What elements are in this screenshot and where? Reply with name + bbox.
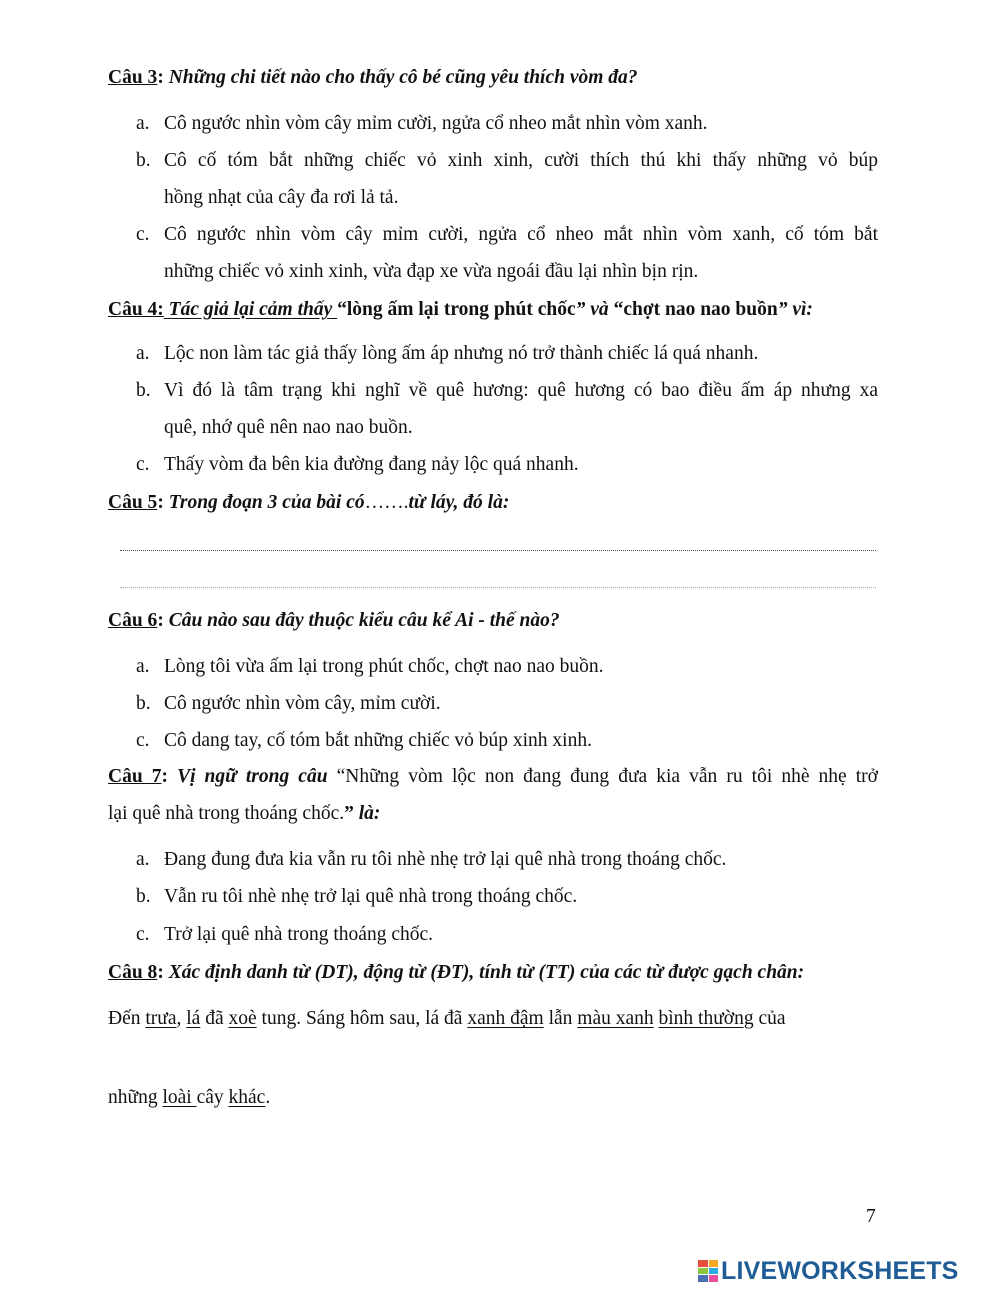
question-colon: :: [157, 492, 169, 513]
sentence-text: của: [753, 1008, 786, 1029]
option-text: Trở lại quê nhà trong thoáng chốc.: [164, 924, 434, 945]
option-text: Vì đó là tâm trạng khi nghĩ về quê hương: quê hương có bao điều ấm áp nhưng xa: [164, 380, 878, 401]
question-colon: :: [157, 67, 169, 88]
option-4b: [136, 379, 164, 403]
question-colon: :: [157, 610, 169, 631]
answer-line-1[interactable]: [120, 550, 876, 551]
question-colon: :: [157, 962, 169, 983]
option-4c: [136, 453, 579, 477]
question-number: Câu 7: [108, 766, 162, 787]
question-prompt: Câu nào sau đây thuộc kiểu câu kể Ai - thế nào?: [168, 610, 560, 631]
logo-square: [709, 1268, 719, 1275]
question-8-heading: [108, 961, 804, 985]
option-letter: c.: [136, 730, 150, 751]
question-number: Câu 3: [108, 67, 158, 88]
brand-name: LIVEWORKSHEETS: [721, 1256, 959, 1285]
question-prompt-part: từ láy, đó là:: [408, 492, 510, 513]
logo-square: [698, 1275, 708, 1282]
option-3c-line-2: những chiếc vỏ xinh xinh, vừa đạp xe vừa ngoái đầu lại nhìn bịn rịn.: [164, 261, 699, 282]
question-number: Câu 5: [108, 492, 158, 513]
option-4b-line-2: quê, nhớ quê nên nao nao buồn.: [164, 417, 413, 438]
option-text: Đang đung đưa kia vẫn ru tôi nhè nhẹ trở lại quê nhà trong thoáng chốc.: [164, 849, 727, 870]
logo-square: [709, 1260, 719, 1267]
question-prompt: Những chi tiết nào cho thấy cô bé cũng yêu thích vòm đa?: [168, 67, 638, 88]
option-letter: b.: [136, 380, 151, 401]
option-3c: [136, 223, 164, 247]
question-number: Câu 8: [108, 962, 158, 983]
question-prompt: Xác định danh từ (DT), động từ (ĐT), tính từ (TT) của các từ được gạch chân:: [168, 962, 805, 983]
sentence-text: cây: [196, 1087, 229, 1108]
underlined-word: lá: [186, 1008, 201, 1029]
option-letter: c.: [136, 924, 150, 945]
question-number: Câu 4:: [108, 299, 164, 320]
option-text: Thấy vòm đa bên kia đường đang nảy lộc quá nhanh.: [164, 454, 579, 475]
option-text: Vẫn ru tôi nhè nhẹ trở lại quê nhà trong thoáng chốc.: [164, 886, 578, 907]
option-letter: b.: [136, 886, 151, 907]
option-6b: [136, 692, 441, 716]
option-letter: b.: [136, 150, 151, 171]
option-3a: [136, 112, 708, 136]
sentence-line-2: [108, 1086, 270, 1110]
question-quote: lại quê nhà trong thoáng chốc.: [108, 803, 345, 824]
logo-square: [709, 1275, 719, 1282]
blank-dots: …….: [364, 492, 409, 513]
option-7b: [136, 885, 577, 909]
logo-square: [698, 1268, 708, 1275]
option-7c: [136, 923, 433, 947]
question-number: Câu 6: [108, 610, 158, 631]
question-prompt-part: ” vì:: [777, 299, 813, 320]
option-text: Cô ngước nhìn vòm cây mỉm cười, ngửa cổ nheo mắt nhìn vòm xanh, cố tóm bắt: [164, 224, 878, 245]
question-7-line-1: [108, 765, 878, 789]
option-4b-line-1: [164, 379, 878, 403]
sentence-text: lẫn: [543, 1008, 578, 1029]
option-6a: [136, 655, 604, 679]
option-4a: [136, 342, 758, 366]
question-quote: “chợt nao nao buồn: [613, 299, 778, 320]
option-letter: c.: [136, 454, 150, 475]
question-4-heading: [108, 298, 813, 322]
question-5-heading: [108, 491, 509, 515]
option-letter: a.: [136, 849, 150, 870]
option-letter: b.: [136, 693, 151, 714]
option-letter: a.: [136, 113, 150, 134]
option-3b: [136, 149, 164, 173]
option-text: Cô ngước nhìn vòm cây, mỉm cười.: [164, 693, 441, 714]
option-letter: a.: [136, 656, 150, 677]
question-7-heading: [108, 765, 878, 789]
option-3c-line-1: [164, 223, 878, 247]
question-3-heading: [108, 66, 638, 90]
underlined-word: trưa: [145, 1008, 177, 1029]
underlined-word: xanh đậm: [467, 1008, 544, 1029]
question-colon: :: [161, 766, 178, 787]
underlined-word: xoè: [228, 1008, 257, 1029]
question-prompt-part: Vị ngữ trong câu: [177, 766, 328, 787]
sentence-text: đã: [200, 1008, 229, 1029]
page-number: 7: [866, 1206, 876, 1227]
logo-square: [698, 1260, 708, 1267]
option-letter: c.: [136, 224, 150, 245]
question-7-line-2: [108, 802, 380, 826]
underlined-word: bình thường: [658, 1008, 754, 1029]
underlined-word: màu xanh: [577, 1008, 654, 1029]
sentence-text: tung. Sáng hôm sau, lá đã: [256, 1008, 468, 1029]
option-letter: a.: [136, 343, 150, 364]
option-text: Cô cố tóm bắt những chiếc vỏ xinh xinh, cười thích thú khi thấy những vỏ búp: [164, 150, 878, 171]
sentence-text: những: [108, 1087, 163, 1108]
underlined-word: khác: [228, 1087, 266, 1108]
question-quote: “Những vòm lộc non đang đung đưa kia vẫn ru tôi nhè nhẹ trở: [327, 766, 878, 787]
question-6-heading: [108, 609, 560, 633]
answer-line-2[interactable]: [120, 587, 876, 588]
option-7a: [136, 848, 726, 872]
question-prompt-part: ” và: [575, 299, 614, 320]
option-text: Cô ngước nhìn vòm cây mỉm cười, ngửa cổ nheo mắt nhìn vòm xanh.: [164, 113, 708, 134]
sentence-text: .: [265, 1087, 271, 1108]
liveworksheets-logo[interactable]: [698, 1257, 994, 1285]
option-6c: [136, 729, 592, 753]
sentence-text: Đến: [108, 1008, 146, 1029]
underlined-word: loài: [162, 1087, 197, 1108]
sentence-line-1: [108, 1007, 786, 1031]
question-prompt-part: Tác giả lại cảm thấy: [163, 299, 338, 320]
question-prompt-part: Trong đoạn 3 của bài có: [168, 492, 365, 513]
option-3b-line-1: [164, 149, 878, 173]
option-text: Cô dang tay, cố tóm bắt những chiếc vỏ búp xinh xinh.: [164, 730, 592, 751]
question-quote: “lòng ấm lại trong phút chốc: [337, 299, 576, 320]
question-prompt-part: là:: [353, 803, 381, 824]
option-text: Lộc non làm tác giả thấy lòng ấm áp nhưng nó trở thành chiếc lá quá nhanh.: [164, 343, 759, 364]
liveworksheets-logo-icon: [698, 1260, 718, 1282]
option-text: Lòng tôi vừa ấm lại trong phút chốc, chợt nao nao buồn.: [164, 656, 604, 677]
option-3b-line-2: hồng nhạt của cây đa rơi lả tả.: [164, 187, 399, 208]
closing-quote: ”: [344, 803, 354, 824]
sentence-text: ,: [176, 1008, 187, 1029]
